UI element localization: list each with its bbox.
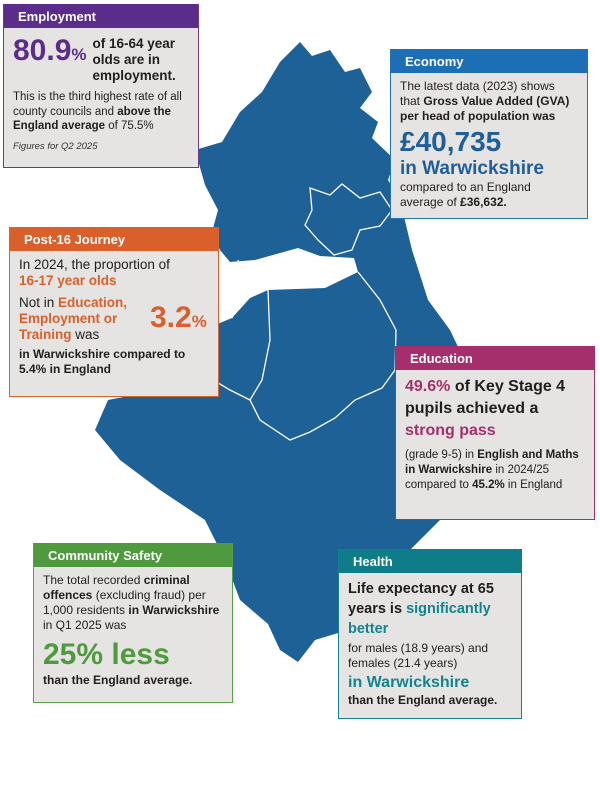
health-detail: for males (18.9 years) and females (21.4 years): [348, 641, 489, 670]
post16-card: [9, 227, 219, 397]
post16-neet-text: Not in Education, Employment or Training was: [19, 295, 128, 342]
health-card: [338, 549, 522, 719]
health-foot: than the England average.: [348, 693, 498, 707]
post16-neet-rate: 3.2%: [150, 300, 207, 334]
employment-rate: 80.9%: [13, 34, 87, 67]
employment-figures-note: Figures for Q2 2025: [13, 140, 98, 152]
employment-card: [3, 4, 199, 168]
economy-intro: The latest data (2023) shows that Gross Value Added (GVA) per head of population was: [400, 79, 570, 123]
education-card: [395, 346, 595, 520]
economy-header: Economy: [391, 49, 587, 73]
health-header: Health: [339, 549, 521, 573]
community-safety-card: [33, 543, 233, 703]
post16-intro: In 2024, the proportion of: [19, 257, 170, 272]
economy-gva-value: £40,735: [400, 126, 502, 157]
employment-description: of 16-64 year olds are in employment.: [92, 36, 176, 83]
health-headline: Life expectancy at 65 years is significantly better: [348, 581, 494, 637]
community-safety-text: The total recorded criminal offences (excluding fraud) per 1,000 residents in Warwickshire in Q1 2025 was: [43, 573, 220, 632]
employment-note: This is the third highest rate of all county councils and above the England average of 75.5%: [13, 91, 182, 132]
economy-card: [390, 49, 588, 219]
community-safety-header: Community Safety: [34, 543, 232, 567]
economy-compare: compared to an England average of £36,632.: [400, 180, 531, 209]
community-safety-foot: than the England average.: [43, 673, 193, 687]
education-header: Education: [396, 346, 594, 370]
post16-compare: in Warwickshire compared to 5.4% in England: [19, 347, 186, 376]
post16-header: Post-16 Journey: [10, 227, 218, 251]
economy-place: in Warwickshire: [400, 158, 544, 179]
education-headline: 49.6% of Key Stage 4 pupils achieved a strong pass: [405, 378, 566, 439]
health-place: in Warwickshire: [348, 674, 470, 691]
post16-age-group: 16-17 year olds: [19, 273, 117, 288]
employment-header: Employment: [4, 4, 198, 28]
education-detail: (grade 9-5) in English and Maths in Warwickshire in 2024/25 compared to 45.2% in England: [405, 449, 579, 491]
community-safety-value: 25% less: [43, 638, 170, 671]
